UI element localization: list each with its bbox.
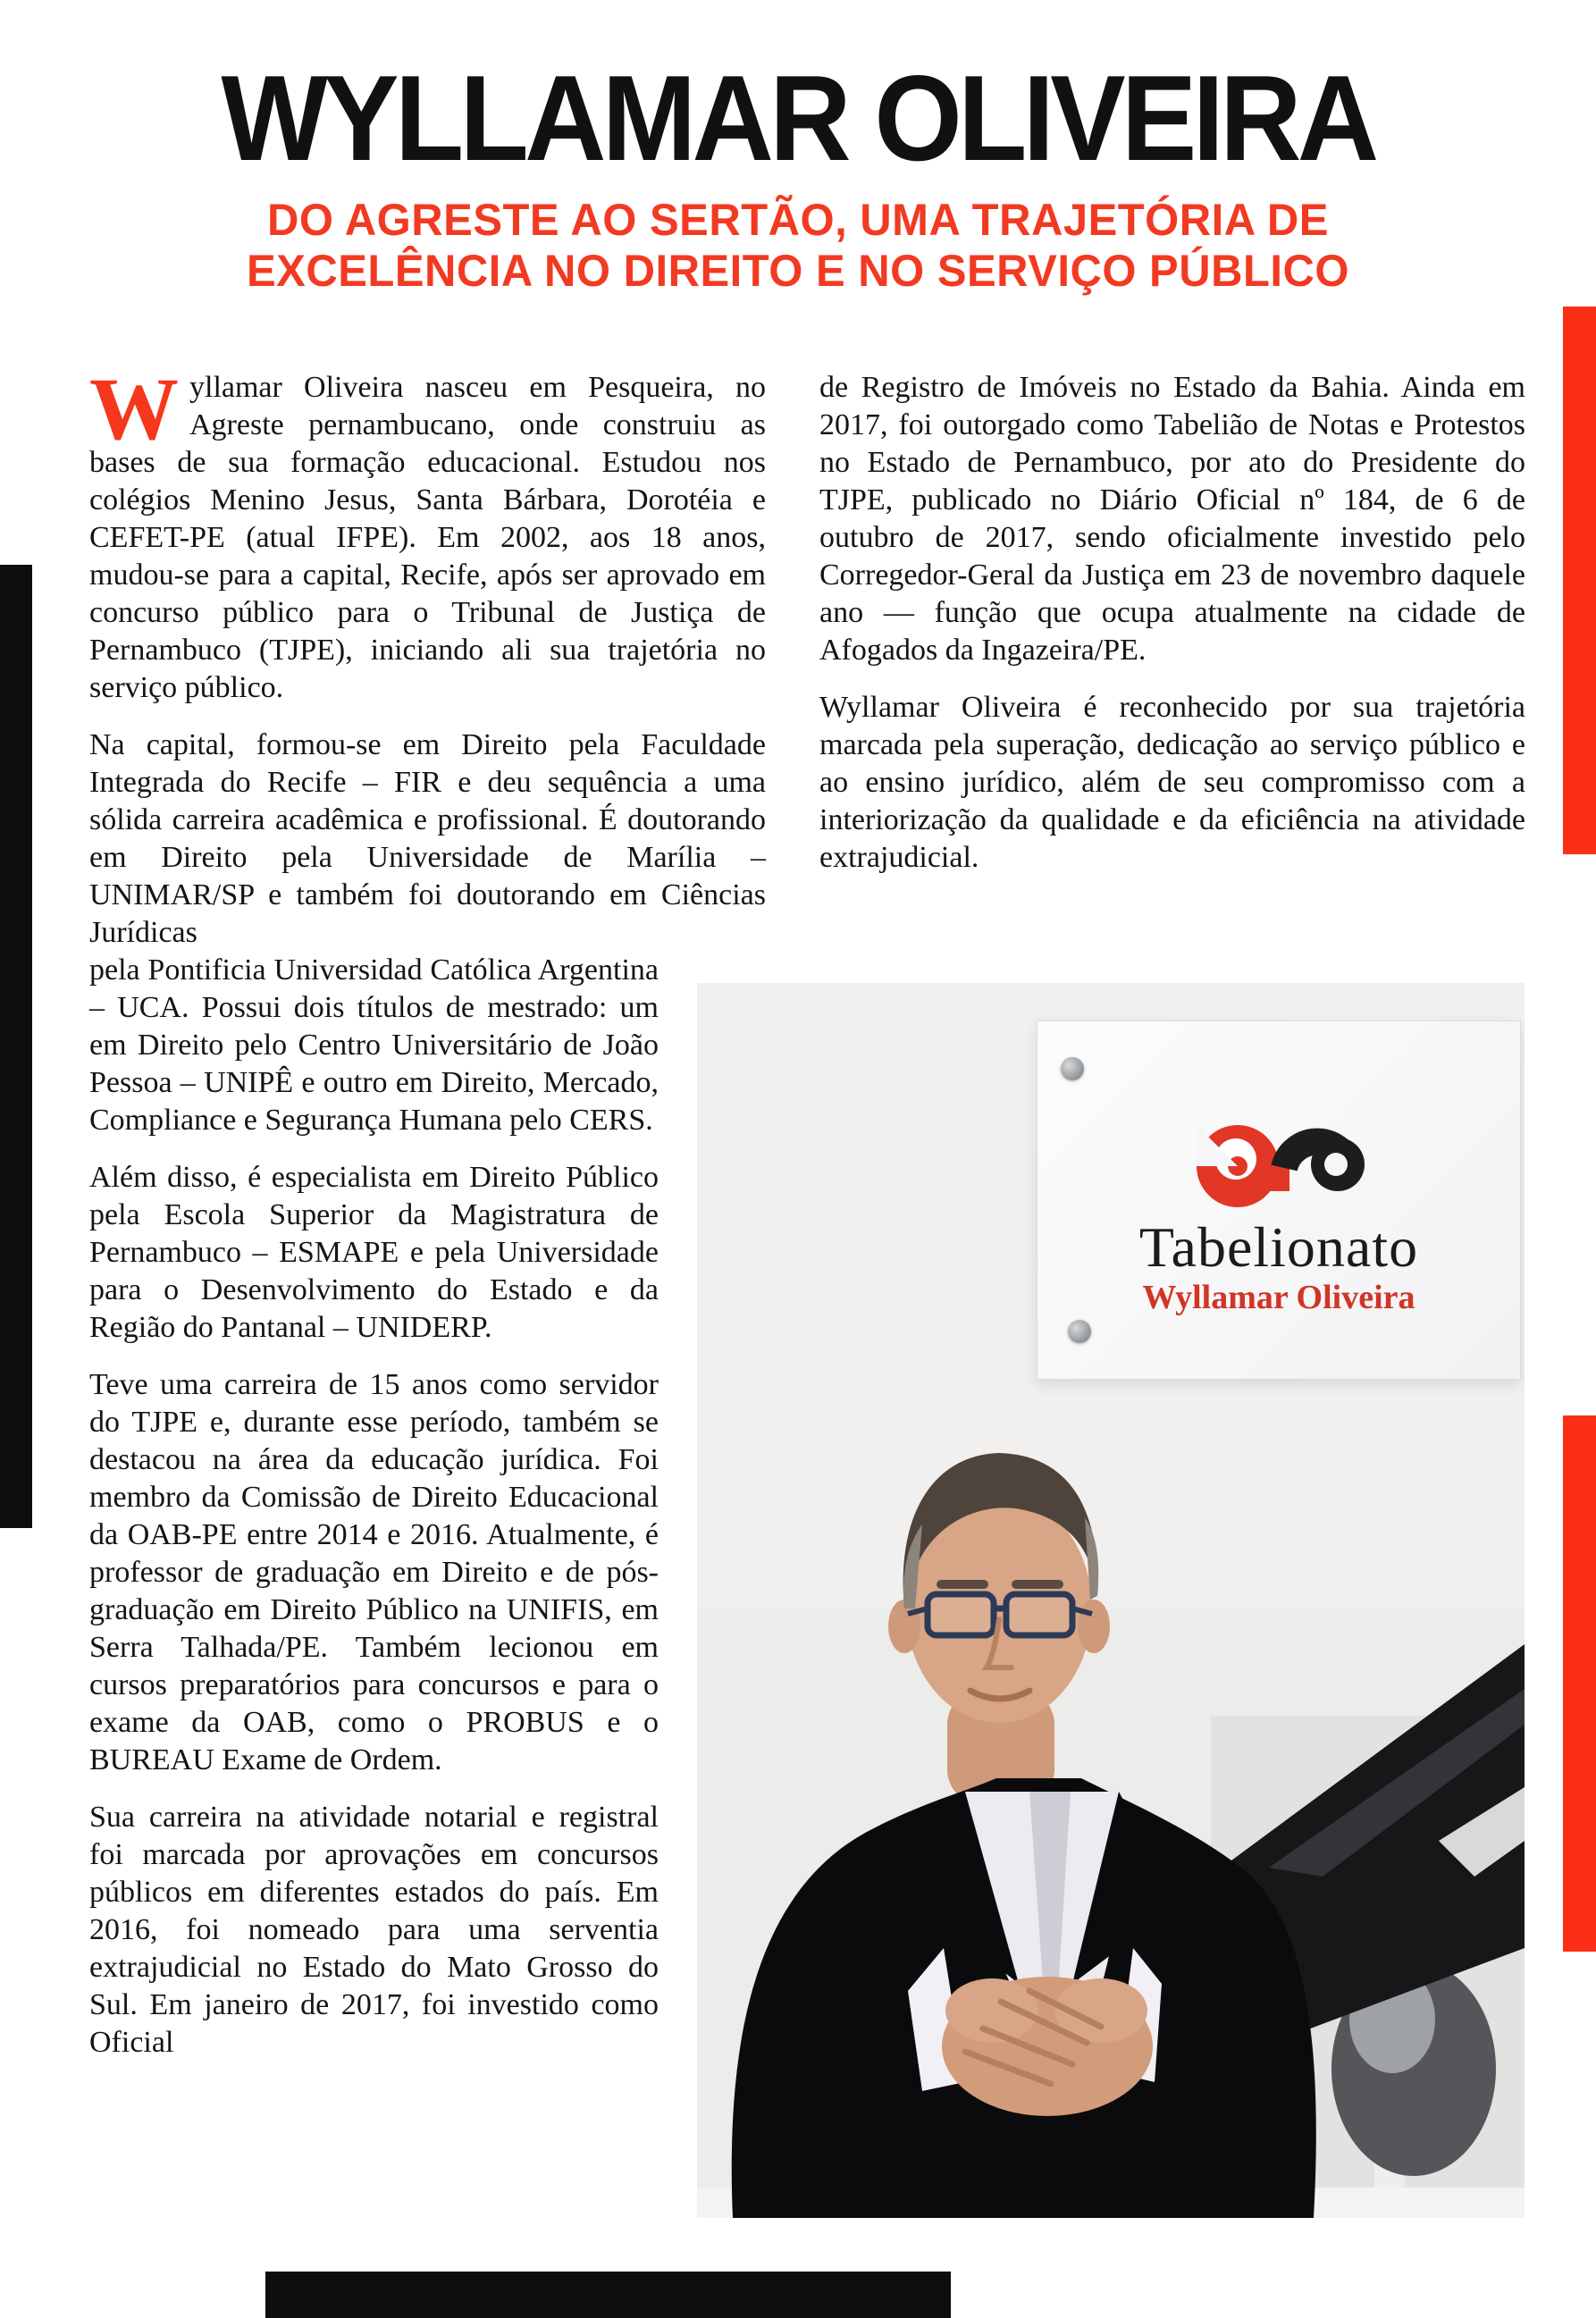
paragraph-4: Teve uma carreira de 15 anos como servidor do TJPE e, durante esse período, também se destacou na área da educação jurídica. Foi membro da Comissão de Direito Educacional da OAB-PE entre 2014 e 2016. Atualmente, é professor de graduação em Direito e de pós-graduação em Direito Público na UNIFIS, em Serra Talhada/PE. Também lecionou em cursos preparatórios para concursos e para o exame da OAB, como o PROBUS e o BUREAU Exame de Ordem. [89,1368,659,1776]
page-title: WYLLAMAR OLIVEIRA [221,50,1375,186]
paragraph-6: de Registro de Imóveis no Estado da Bahia. Ainda em 2017, foi outorgado como Tabelião de Notas e Protestos no Estado de Pernambuco, por ato do Presidente do TJPE, publicado no Diário Oficial nº 184, de 6 de outubro de 2017, sendo oficialmente investido pelo Corregedor-Geral da Justiça em 23 de novembro daquele ano — função que ocupa atualmente na cidade de Afogados da Ingazeira/PE. [819,371,1525,667]
clasped-hands [942,1977,1153,2116]
article-header [0,46,1596,297]
paragraph-1 [89,359,766,707]
notary-swirl-logo-icon [1180,1082,1377,1216]
subtitle-line-1: DO AGRESTE AO SERTÃO, UMA TRAJETÓRIA DE [267,195,1329,245]
screw-icon [1061,1057,1084,1080]
article-right-column [819,369,1525,896]
paragraph-5: Sua carreira na atividade notarial e registral foi marcada por aprovações em concursos públicos em diferentes estados do país. Em 2016, foi nomeado para uma serventia extrajudicial no Estado do Mato Grosso do Sul. Em janeiro de 2017, foi investido como Oficial [89,1801,659,2059]
left-black-accent-bar [0,565,32,1528]
right-red-accent-bar-top [1563,307,1596,854]
sign-title: Tabelionato [1138,1215,1419,1279]
paragraph-7: Wyllamar Oliveira é reconhecido por sua trajetória marcada pela superação, dedicação ao serviço público e ao ensino jurídico, além de seu compromisso com a interiorização da qualidade e da eficiência na atividade extrajudicial. [819,691,1525,874]
paragraph-2b: pela Pontificia Universidad Católica Argentina – UCA. Possui dois títulos de mestrado: um em Direito pelo Centro Universitário de João Pessoa – UNIPÊ e outro em Direito, Mercado, Compliance e Segurança Humana pelo CERS. [89,953,659,1137]
paragraph-2a: Na capital, formou-se em Direito pela Faculdade Integrada do Recife – FIR e deu sequência a uma sólida carreira acadêmica e profissional. É doutorando em Direito pela Universidade de Marília – UNIMAR/SP e também foi doutorando em Ciências Jurídicas [89,728,766,949]
paragraph-1-text: yllamar Oliveira nasceu em Pesqueira, no Agreste pernambucano, onde construiu as bases de sua formação educacional. Estudou nos colégios Menino Jesus, Santa Bárbara, Dorotéia e CEFET-PE (atual IFPE). Em 2002, aos 18 anos, mudou-se para a capital, Recife, após ser aprovado em concurso público para o Tribunal de Justiça de Pernambuco (TJPE), iniciando ali sua trajetória no serviço público. [89,371,766,704]
drop-cap: W [89,359,179,458]
subtitle-line-2: EXCELÊNCIA NO DIREITO E NO SERVIÇO PÚBLICO [247,246,1349,296]
tabelionato-sign [1037,1020,1521,1380]
bottom-black-accent-bar [265,2272,951,2318]
sign-name: Wyllamar Oliveira [1142,1279,1415,1316]
screw-icon [1068,1320,1091,1343]
article-left-column [89,359,766,2081]
right-red-accent-bar-middle [1563,1415,1596,1952]
page-subtitle [16,195,1580,297]
office-portrait-photo [697,983,1525,2218]
paragraph-3: Além disso, é especialista em Direito Público pela Escola Superior da Magistratura de Pernambuco – ESMAPE e pela Universidade para o Desenvolvimento do Estado e da Região do Pantanal – UNIDERP. [89,1161,659,1344]
